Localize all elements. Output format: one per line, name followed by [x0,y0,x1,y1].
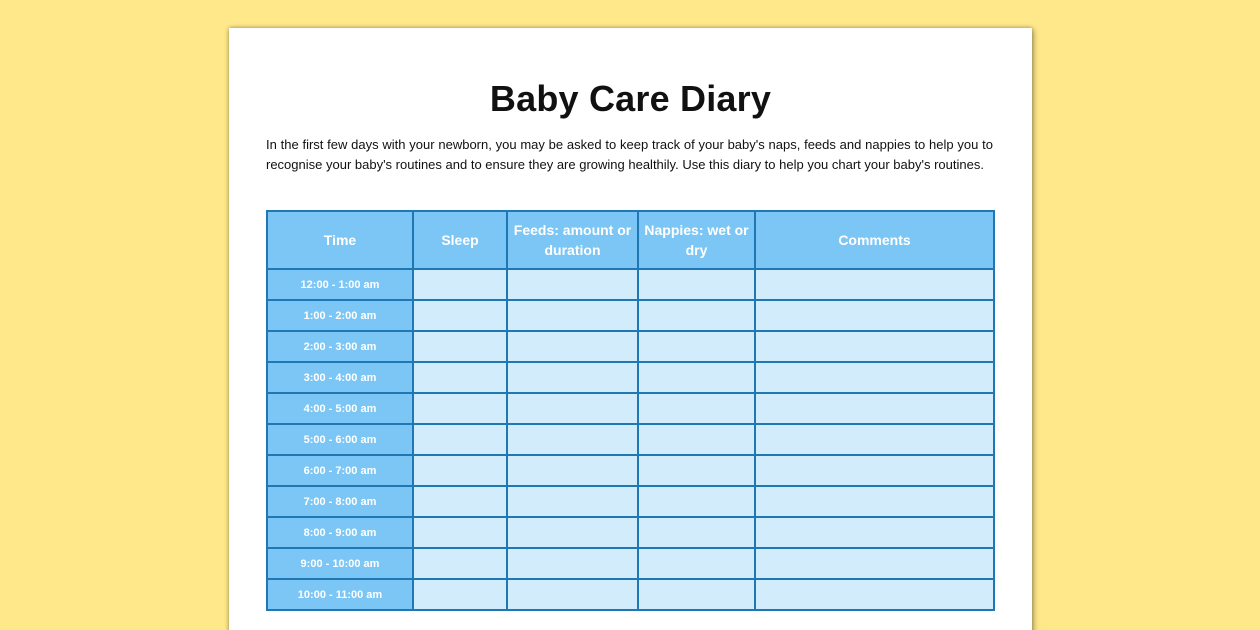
nappies-cell [638,424,755,455]
comments-cell [755,548,994,579]
comments-cell [755,331,994,362]
sleep-cell [413,331,507,362]
time-cell: 8:00 - 9:00 am [267,517,413,548]
sleep-cell [413,486,507,517]
time-cell: 4:00 - 5:00 am [267,393,413,424]
header-comments: Comments [755,211,994,269]
nappies-cell [638,362,755,393]
comments-cell [755,517,994,548]
sleep-cell [413,517,507,548]
page-title: Baby Care Diary [489,78,772,119]
sleep-cell [413,362,507,393]
nappies-cell [638,269,755,300]
sleep-cell [413,393,507,424]
comments-cell [755,486,994,517]
comments-cell [755,362,994,393]
comments-cell [755,424,994,455]
time-cell: 7:00 - 8:00 am [267,486,413,517]
nappies-cell [638,393,755,424]
table-row [267,486,994,517]
comments-cell [755,393,994,424]
header-time: Time [267,211,413,269]
feeds-cell [507,517,638,548]
nappies-cell [638,486,755,517]
feeds-cell [507,269,638,300]
feeds-cell [507,331,638,362]
nappies-cell [638,300,755,331]
sleep-cell [413,455,507,486]
table-row [267,331,994,362]
feeds-cell [507,486,638,517]
time-cell: 6:00 - 7:00 am [267,455,413,486]
sleep-cell [413,300,507,331]
table-row [267,455,994,486]
header-row [267,211,994,269]
nappies-cell [638,455,755,486]
table-row [267,548,994,579]
sleep-cell [413,548,507,579]
sleep-cell [413,579,507,610]
feeds-cell [507,393,638,424]
intro-paragraph: In the first few days with your newborn, you may be asked to keep track of your baby's naps, feeds and nappies to help you to recognise your baby's routines and to ensure they are growing healthily. Use this diary to help you chart your baby's routines. [266,137,993,172]
table-row [267,300,994,331]
table-row [267,393,994,424]
time-cell: 3:00 - 4:00 am [267,362,413,393]
diary-table [266,210,995,611]
feeds-cell [507,548,638,579]
comments-cell [755,269,994,300]
header-feeds: Feeds: amount or duration [507,211,638,269]
feeds-cell [507,455,638,486]
sleep-cell [413,424,507,455]
time-cell: 5:00 - 6:00 am [267,424,413,455]
table-row [267,517,994,548]
comments-cell [755,579,994,610]
feeds-cell [507,300,638,331]
table-row [267,362,994,393]
feeds-cell [507,362,638,393]
comments-cell [755,300,994,331]
time-cell: 2:00 - 3:00 am [267,331,413,362]
table-row [267,424,994,455]
nappies-cell [638,331,755,362]
nappies-cell [638,517,755,548]
table-row [267,269,994,300]
worksheet-page [229,28,1032,630]
table-row [267,579,994,610]
nappies-cell [638,548,755,579]
comments-cell [755,455,994,486]
time-cell: 12:00 - 1:00 am [267,269,413,300]
feeds-cell [507,424,638,455]
sleep-cell [413,269,507,300]
header-nappies: Nappies: wet or dry [638,211,755,269]
time-cell: 1:00 - 2:00 am [267,300,413,331]
time-cell: 10:00 - 11:00 am [267,579,413,610]
nappies-cell [638,579,755,610]
feeds-cell [507,579,638,610]
header-sleep: Sleep [413,211,507,269]
time-cell: 9:00 - 10:00 am [267,548,413,579]
